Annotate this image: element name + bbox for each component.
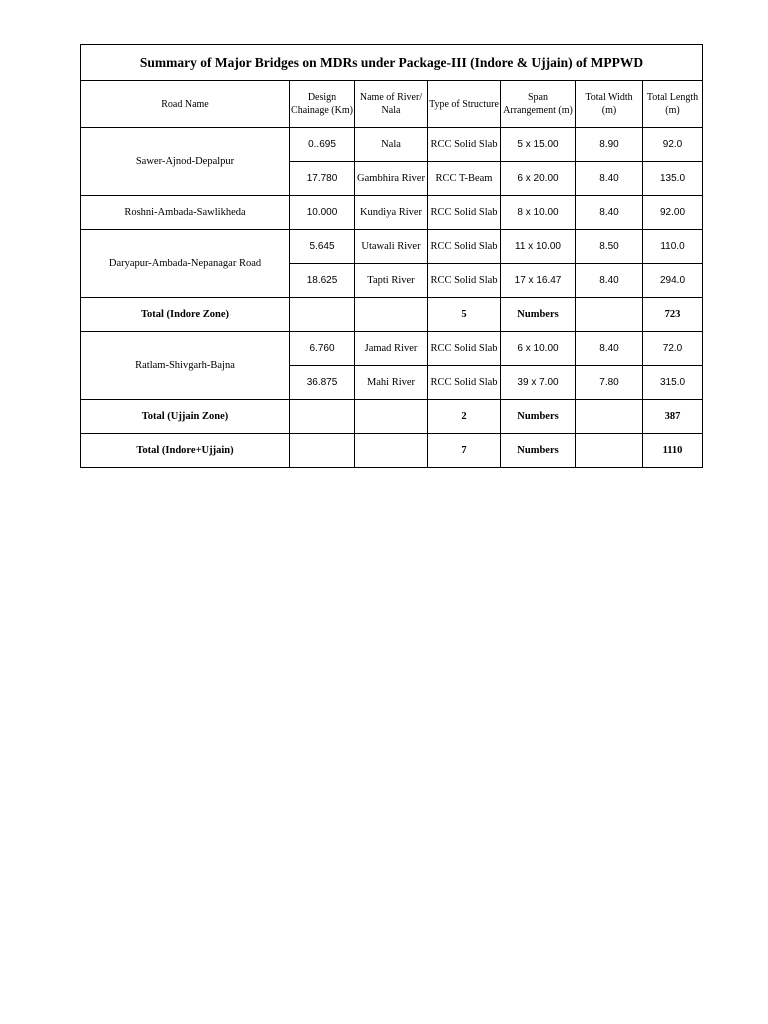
chainage-cell: 0..695: [290, 128, 355, 162]
empty-cell: [576, 400, 643, 434]
span-cell: 5 x 15.00: [501, 128, 576, 162]
river-cell: Gambhira River: [355, 162, 428, 196]
span-cell: 6 x 20.00: [501, 162, 576, 196]
chainage-cell: 6.760: [290, 332, 355, 366]
width-cell: 8.40: [576, 264, 643, 298]
header-design-chainage: Design Chainage (Km): [290, 81, 355, 128]
empty-cell: [355, 298, 428, 332]
width-cell: 8.50: [576, 230, 643, 264]
empty-cell: [290, 298, 355, 332]
river-cell: Jamad River: [355, 332, 428, 366]
width-cell: 8.90: [576, 128, 643, 162]
empty-cell: [355, 434, 428, 468]
length-cell: 92.00: [643, 196, 703, 230]
road-name: Ratlam-Shivgarh-Bajna: [81, 332, 290, 400]
span-cell: 6 x 10.00: [501, 332, 576, 366]
width-cell: 7.80: [576, 366, 643, 400]
table-row: [81, 128, 703, 162]
structure-cell: RCC Solid Slab: [428, 196, 501, 230]
header-row: [81, 81, 703, 128]
header-span: Span Arrangement (m): [501, 81, 576, 128]
total-unit: Numbers: [501, 298, 576, 332]
span-cell: 11 x 10.00: [501, 230, 576, 264]
width-cell: 8.40: [576, 162, 643, 196]
header-total-length: Total Length (m): [643, 81, 703, 128]
structure-cell: RCC Solid Slab: [428, 128, 501, 162]
grand-total-count: 7: [428, 434, 501, 468]
empty-cell: [576, 298, 643, 332]
empty-cell: [290, 400, 355, 434]
span-cell: 17 x 16.47: [501, 264, 576, 298]
total-length: 387: [643, 400, 703, 434]
structure-cell: RCC Solid Slab: [428, 366, 501, 400]
chainage-cell: 17.780: [290, 162, 355, 196]
empty-cell: [290, 434, 355, 468]
empty-cell: [355, 400, 428, 434]
road-name: Sawer-Ajnod-Depalpur: [81, 128, 290, 196]
empty-cell: [576, 434, 643, 468]
total-label: Total (Ujjain Zone): [81, 400, 290, 434]
river-cell: Mahi River: [355, 366, 428, 400]
length-cell: 92.0: [643, 128, 703, 162]
river-cell: Tapti River: [355, 264, 428, 298]
grand-total-label: Total (Indore+Ujjain): [81, 434, 290, 468]
total-count: 5: [428, 298, 501, 332]
header-river-nala: Name of River/ Nala: [355, 81, 428, 128]
chainage-cell: 5.645: [290, 230, 355, 264]
header-road-name: Road Name: [81, 81, 290, 128]
river-cell: Nala: [355, 128, 428, 162]
structure-cell: RCC Solid Slab: [428, 332, 501, 366]
header-total-width: Total Width (m): [576, 81, 643, 128]
grand-total-unit: Numbers: [501, 434, 576, 468]
total-length: 723: [643, 298, 703, 332]
chainage-cell: 36.875: [290, 366, 355, 400]
total-row-indore: [81, 298, 703, 332]
span-cell: 39 x 7.00: [501, 366, 576, 400]
table-row: [81, 196, 703, 230]
river-cell: Utawali River: [355, 230, 428, 264]
grand-total-row: [81, 434, 703, 468]
span-cell: 8 x 10.00: [501, 196, 576, 230]
table-title: Summary of Major Bridges on MDRs under Package-III (Indore & Ujjain) of MPPWD: [81, 45, 703, 81]
grand-total-length: 1110: [643, 434, 703, 468]
width-cell: 8.40: [576, 196, 643, 230]
length-cell: 135.0: [643, 162, 703, 196]
header-structure-type: Type of Structure: [428, 81, 501, 128]
structure-cell: RCC T-Beam: [428, 162, 501, 196]
chainage-cell: 10.000: [290, 196, 355, 230]
width-cell: 8.40: [576, 332, 643, 366]
title-row: [81, 45, 703, 81]
structure-cell: RCC Solid Slab: [428, 230, 501, 264]
river-cell: Kundiya River: [355, 196, 428, 230]
total-count: 2: [428, 400, 501, 434]
chainage-cell: 18.625: [290, 264, 355, 298]
total-row-ujjain: [81, 400, 703, 434]
length-cell: 315.0: [643, 366, 703, 400]
structure-cell: RCC Solid Slab: [428, 264, 501, 298]
table-row: [81, 230, 703, 264]
length-cell: 72.0: [643, 332, 703, 366]
length-cell: 110.0: [643, 230, 703, 264]
bridges-summary-table: [80, 44, 703, 468]
road-name: Daryapur-Ambada-Nepanagar Road: [81, 230, 290, 298]
length-cell: 294.0: [643, 264, 703, 298]
total-unit: Numbers: [501, 400, 576, 434]
total-label: Total (Indore Zone): [81, 298, 290, 332]
road-name: Roshni-Ambada-Sawlikheda: [81, 196, 290, 230]
table-row: [81, 332, 703, 366]
